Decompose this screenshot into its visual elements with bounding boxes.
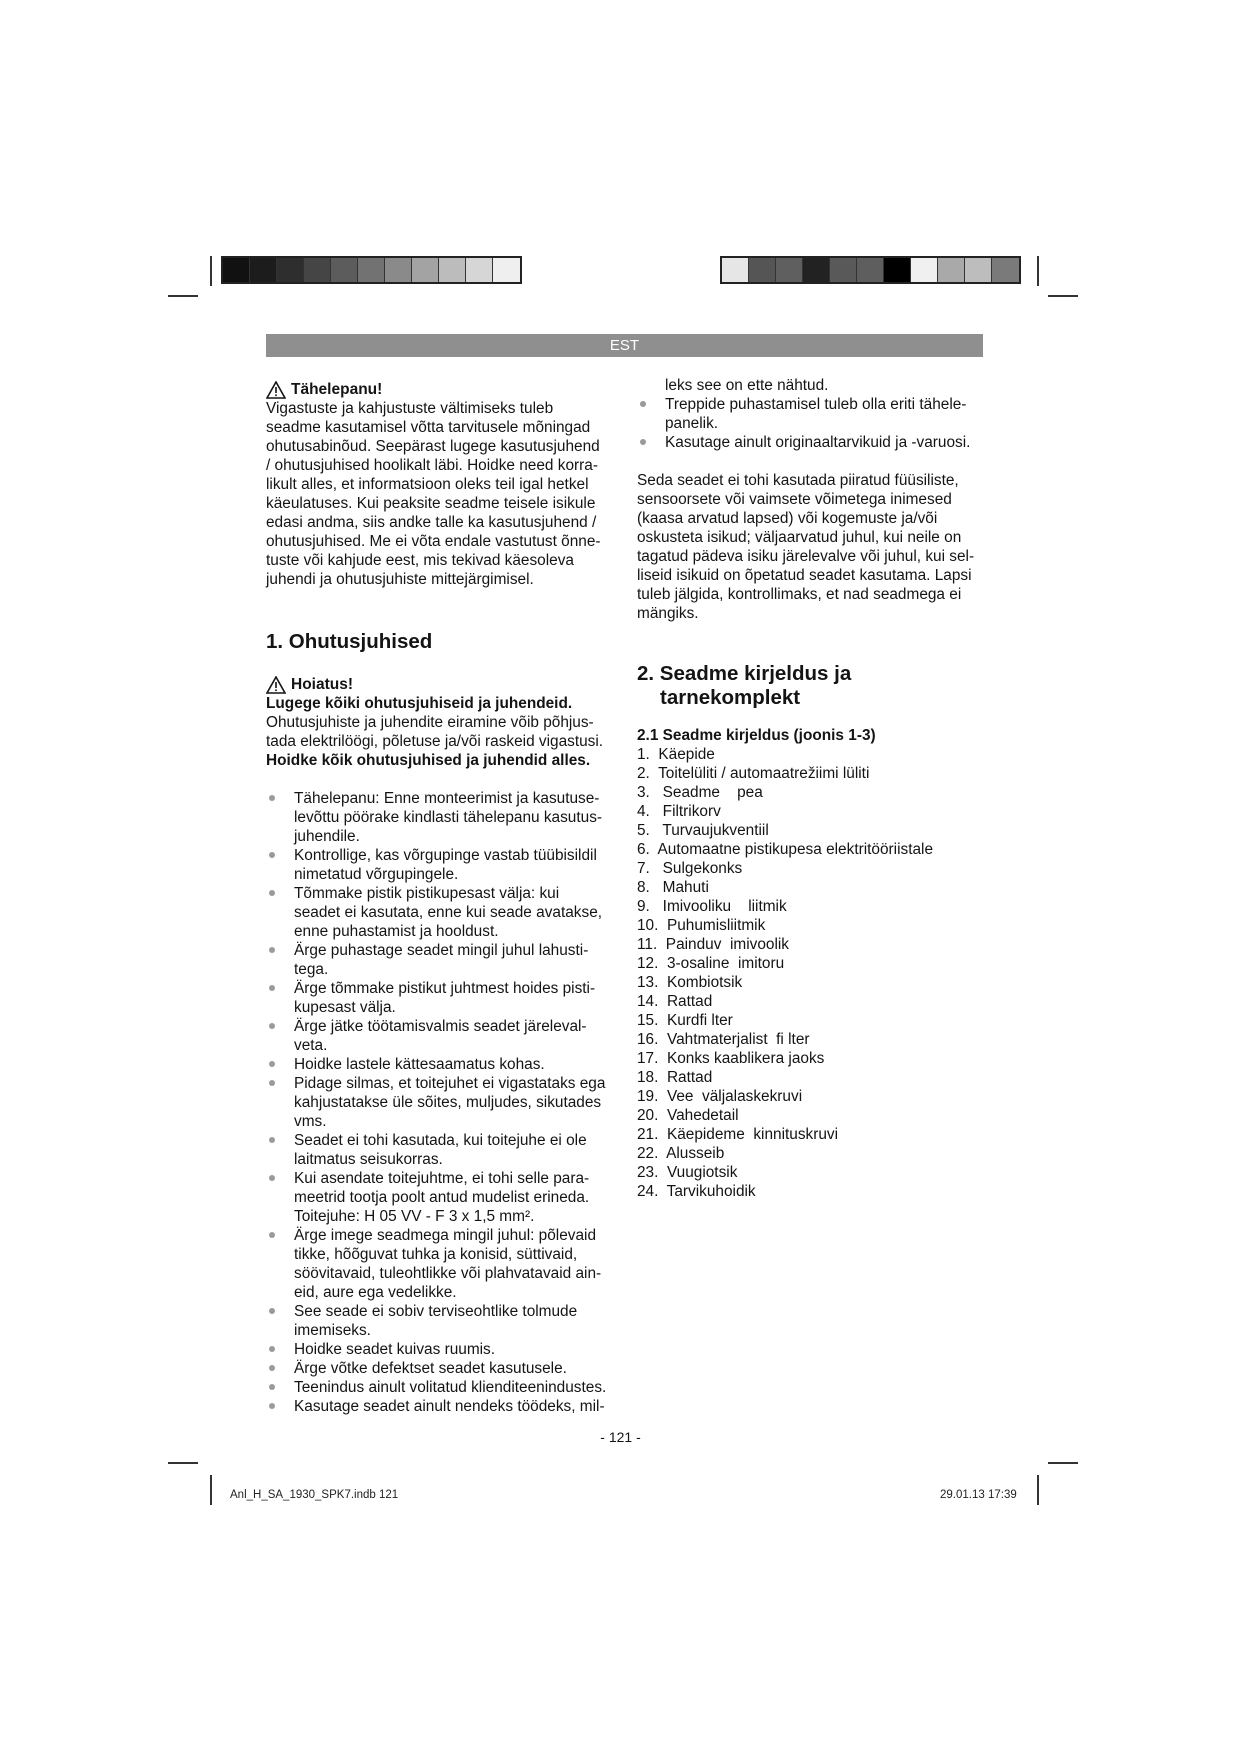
- color-swatch: [911, 258, 938, 282]
- parts-list-item: 3. Seadme pea: [637, 784, 763, 801]
- subsection-title: 2.1 Seadme kirjeldus (joonis 1-3): [637, 727, 876, 744]
- safety-bullet-item: Tõmmake pistik pistikupesast välja: kui seadet ei kasutata, enne kui seade avatakse, enne puhastamist ja hooldust.: [266, 884, 626, 941]
- parts-list: [637, 745, 992, 1201]
- color-swatch: [223, 258, 250, 282]
- color-swatch: [992, 258, 1019, 282]
- footer-date-time: 29.01.13 17:39: [940, 1489, 1017, 1501]
- safety-bullet-item: Hoidke seadet kuivas ruumis.: [266, 1340, 626, 1359]
- attention-heading: [266, 380, 626, 399]
- parts-list-item: 6. Automaatne pistikupesa elektritööriistale: [637, 841, 934, 858]
- color-swatch: [439, 258, 466, 282]
- color-bar-left: [221, 256, 522, 284]
- safety-bullet-item: Kasutage seadet ainult nendeks töödeks, mil-: [266, 1397, 626, 1416]
- color-swatch: [250, 258, 277, 282]
- crop-mark-top-right-horizontal: [1048, 295, 1078, 297]
- parts-list-item: 2. Toitelüliti / automaatrežiimi lüliti: [637, 765, 870, 782]
- color-swatch: [331, 258, 358, 282]
- language-bar: [266, 334, 983, 357]
- safety-bullet-item: Pidage silmas, et toitejuhet ei vigastataks ega kahjustatakse üle sõites, muljudes, sikutades vms.: [266, 1074, 626, 1131]
- safety-bullet-item: Hoidke lastele kättesaamatus kohas.: [266, 1055, 626, 1074]
- color-swatch: [493, 258, 520, 282]
- usage-restriction-text: Seda seadet ei tohi kasutada piiratud füüsiliste, sensoorsete või vaimsete võimetega inimesed (kaasa arvatud lapsed) või kogemuste ja/või oskusteta isikud; väljaarvatud juhul, kui neile on tagatud pädeva isiku järelevalve või juhul, kui sel- liseid isikuid on õpetatud seadet kasutama. Lapsi tuleb jälgida, kontrollimaks, et nad seadmega ei mängiks.: [637, 472, 975, 622]
- section-1-title: 1. Ohutusjuhised: [266, 630, 433, 653]
- color-swatch: [722, 258, 749, 282]
- parts-list-item: 24. Tarvikuhoidik: [637, 1183, 756, 1200]
- crop-mark-bottom-right-vertical: [1037, 1475, 1039, 1505]
- safety-bullet-item: Ärge võtke defektset seadet kasutusele.: [266, 1359, 626, 1378]
- safety-bullet-item: Ärge puhastage seadet mingil juhul lahusti- tega.: [266, 941, 626, 979]
- left-column: [266, 380, 626, 1416]
- right-column: [637, 376, 992, 1201]
- parts-list-item: 8. Mahuti: [637, 879, 709, 896]
- safety-bullet-item: See seade ei sobiv terviseohtlike tolmude imemiseks.: [266, 1302, 626, 1340]
- parts-list-item: 22. Alusseib: [637, 1145, 725, 1162]
- page-number: - 121 -: [600, 1429, 641, 1445]
- parts-list-item: 4. Filtrikorv: [637, 803, 721, 820]
- parts-list-item: 5. Turvaujukventiil: [637, 822, 769, 839]
- attention-title: Tähelepanu!: [291, 381, 383, 398]
- parts-list-item: 17. Konks kaablikera jaoks: [637, 1050, 825, 1067]
- safety-bullet-item: Ärge tõmmake pistikut juhtmest hoides pisti- kupesast välja.: [266, 979, 626, 1017]
- color-swatch: [749, 258, 776, 282]
- color-swatch: [412, 258, 439, 282]
- crop-mark-bottom-right-horizontal: [1048, 1462, 1078, 1464]
- warning-heading: [266, 675, 626, 694]
- parts-list-item: 19. Vee väljalaskekruvi: [637, 1088, 803, 1105]
- crop-mark-bottom-left-horizontal: [168, 1462, 198, 1464]
- crop-mark-top-left-vertical: [210, 256, 212, 286]
- attention-text: Vigastuste ja kahjustuste vältimiseks tuleb seadme kasutamisel võtta tarvitusele mõningad ohutusabinõud. Seepärast lugege kasutusjuhend / ohutusjuhised hoolikalt läbi. Hoidke need korra- likult alles, et informatsioon oleks teil igal hetkel käeulatuses. Kui peaksite seadme teisele isikule edasi andma, siis andke talle ka kasutusjuhend / ohutusjuhised. Me ei võta endale vastutust õnne- tuste või kahjude eest, mis tekivad käesoleva juhendi ja ohutusjuhiste mittejärgimisel.: [266, 400, 601, 588]
- safety-bullet-item: Treppide puhastamisel tuleb olla eriti tähele- panelik.: [637, 395, 992, 433]
- safety-bullet-item: Seadet ei tohi kasutada, kui toitejuhe ei ole laitmatus seisukorras.: [266, 1131, 626, 1169]
- color-bar-right: [720, 256, 1021, 284]
- warning-bold-text: Lugege kõiki ohutusjuhiseid ja juhendeid.: [266, 695, 573, 712]
- color-swatch: [965, 258, 992, 282]
- color-swatch: [358, 258, 385, 282]
- warning-triangle-icon: [266, 381, 286, 399]
- parts-list-item: 23. Vuugiotsik: [637, 1164, 738, 1181]
- warning-triangle-icon: [266, 676, 286, 694]
- parts-list-item: 15. Kurdfi lter: [637, 1012, 733, 1029]
- footer-file-name: Anl_H_SA_1930_SPK7.indb 121: [230, 1489, 399, 1501]
- parts-list-item: 1. Käepide: [637, 746, 715, 763]
- parts-list-item: 14. Rattad: [637, 993, 713, 1010]
- warning-title: Hoiatus!: [291, 676, 353, 693]
- safety-bullet-item: Ärge jätke töötamisvalmis seadet järeleval- veta.: [266, 1017, 626, 1055]
- color-swatch: [304, 258, 331, 282]
- warning-text: Ohutusjuhiste ja juhendite eiramine võib põhjus- tada elektrilöögi, põletuse ja/või raskeid vigastusi.: [266, 714, 604, 750]
- crop-mark-bottom-left-vertical: [210, 1475, 212, 1505]
- color-swatch: [803, 258, 830, 282]
- parts-list-item: 7. Sulgekonks: [637, 860, 743, 877]
- safety-bullet-list: [266, 789, 626, 1416]
- parts-list-item: 11. Painduv imivoolik: [637, 936, 789, 953]
- safety-bullet-item: Kui asendate toitejuhtme, ei tohi selle para- meetrid tootja poolt antud mudelist erineda. Toitejuhe: H 05 VV - F 3 x 1,5 mm².: [266, 1169, 626, 1226]
- section-2-title-line-2: tarnekomplekt: [660, 686, 801, 709]
- parts-list-item: 18. Rattad: [637, 1069, 713, 1086]
- color-swatch: [884, 258, 911, 282]
- crop-mark-top-left-horizontal: [168, 295, 198, 297]
- color-swatch: [466, 258, 493, 282]
- right-bullet-list: [637, 395, 992, 452]
- bullet-continuation: leks see on ette nähtud.: [665, 377, 829, 394]
- color-swatch: [857, 258, 884, 282]
- crop-mark-top-right-vertical: [1037, 256, 1039, 286]
- parts-list-item: 16. Vahtmaterjalist fi lter: [637, 1031, 810, 1048]
- safety-bullet-item: Teenindus ainult volitatud klienditeenindustes.: [266, 1378, 626, 1397]
- color-swatch: [277, 258, 304, 282]
- safety-bullet-item: Ärge imege seadmega mingil juhul: põlevaid tikke, hõõguvat tuhka ja konisid, süttivaid, söövitavaid, tuleohtlikke või plahvatavaid ain- eid, aure ega vedelikke.: [266, 1226, 626, 1302]
- safety-bullet-item: Kasutage ainult originaaltarvikuid ja -varuosi.: [637, 433, 992, 452]
- color-swatch: [938, 258, 965, 282]
- parts-list-item: 9. Imivooliku liitmik: [637, 898, 787, 915]
- section-2-title: [637, 662, 992, 710]
- color-swatch: [776, 258, 803, 282]
- parts-list-item: 12. 3-osaline imitoru: [637, 955, 785, 972]
- parts-list-item: 13. Kombiotsik: [637, 974, 743, 991]
- parts-list-item: 20. Vahedetail: [637, 1107, 739, 1124]
- parts-list-item: 10. Puhumisliitmik: [637, 917, 766, 934]
- parts-list-item: 21. Käepideme kinnituskruvi: [637, 1126, 839, 1143]
- color-swatch: [830, 258, 857, 282]
- safety-bullet-item: Kontrollige, kas võrgupinge vastab tüübisildil nimetatud võrgupingele.: [266, 846, 626, 884]
- color-swatch: [385, 258, 412, 282]
- warning-bold-text-2: Hoidke kõik ohutusjuhised ja juhendid alles.: [266, 752, 591, 769]
- section-2-title-line-1: 2. Seadme kirjeldus ja: [637, 662, 852, 685]
- language-code: EST: [609, 337, 640, 354]
- safety-bullet-item: Tähelepanu: Enne monteerimist ja kasutuse- levõttu pöörake kindlasti tähelepanu kasutus- juhendile.: [266, 789, 626, 846]
